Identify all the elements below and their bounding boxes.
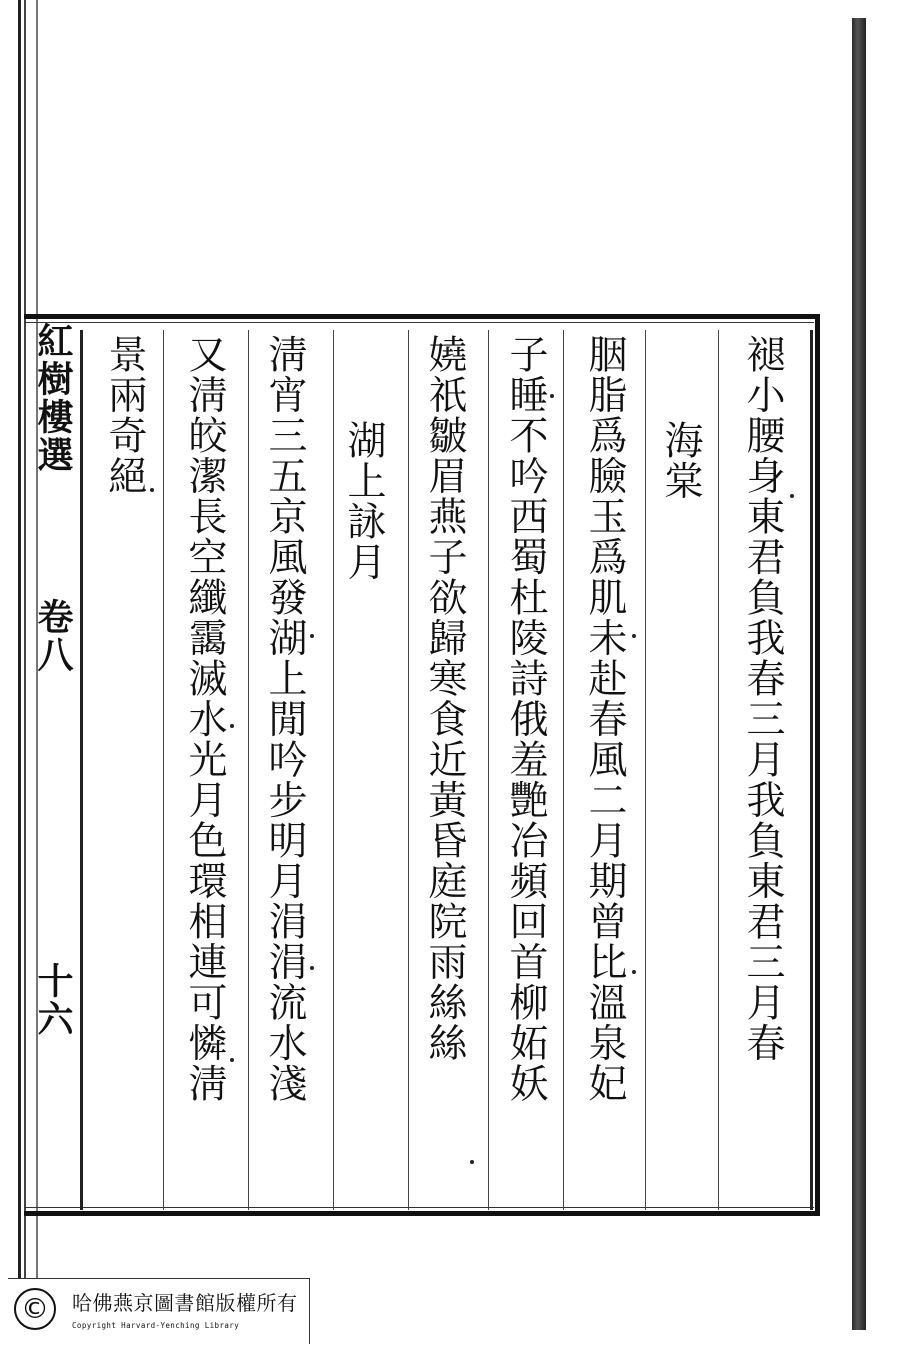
folio-number: 十六: [32, 962, 74, 1038]
poem-title-hushang-yongyue: 湖上詠月: [341, 420, 386, 582]
column-rule: [333, 330, 334, 1210]
poem-title-haitang: 海棠: [658, 420, 703, 501]
column-rule: [645, 330, 646, 1210]
text-column-7: 淸宵三五京風發湖上閒吟步明月涓涓流水淺: [262, 334, 307, 1104]
punctuation-mark: [470, 1160, 474, 1164]
punctuation-mark: [310, 634, 314, 638]
punctuation-mark: [632, 634, 636, 638]
text-column-8: 又淸皎潔長空纖靄滅水光月色環相連可憐淸: [182, 334, 227, 1104]
text-column-3: 胭脂爲臉玉爲肌未赴春風二月期曾比溫泉妃: [582, 334, 627, 1104]
copyright-chinese: 哈佛燕京圖書館版權所有: [72, 1291, 298, 1315]
punctuation-mark: [310, 966, 314, 970]
banxin-rule: [80, 330, 83, 1210]
punctuation-mark: [150, 488, 154, 492]
text-column-1: 褪小腰身東君負我春三月我負東君三月春: [740, 334, 785, 1063]
right-page-edge: [852, 18, 866, 1330]
copyright-icon: ©: [14, 1288, 56, 1330]
column-rule: [408, 330, 409, 1210]
binding-edge: [18, 0, 21, 1330]
book-title: 紅樹樓選: [32, 322, 74, 474]
text-column-5: 嬈祇皺眉燕子欲歸寒食近黃昏庭院雨絲絲: [422, 334, 467, 1063]
punctuation-mark: [230, 1058, 234, 1062]
copyright-stamp: [8, 1278, 310, 1344]
volume-number: 卷八: [32, 598, 74, 674]
column-rule: [163, 330, 164, 1210]
text-column-4: 子睡不吟西蜀杜陵詩俄羞艷冶頻回首柳妬妖: [503, 334, 548, 1104]
column-rule: [488, 330, 489, 1210]
punctuation-mark: [790, 494, 794, 498]
text-column-9: 景兩奇絕: [102, 334, 147, 496]
copyright-english: Copyright Harvard-Yenching Library: [72, 1321, 240, 1330]
column-rule: [563, 330, 564, 1210]
punctuation-mark: [550, 394, 554, 398]
column-rule: [718, 330, 719, 1210]
column-rule: [248, 330, 249, 1210]
punctuation-mark: [230, 724, 234, 728]
punctuation-mark: [632, 970, 636, 974]
frame-rule: [810, 330, 813, 1210]
